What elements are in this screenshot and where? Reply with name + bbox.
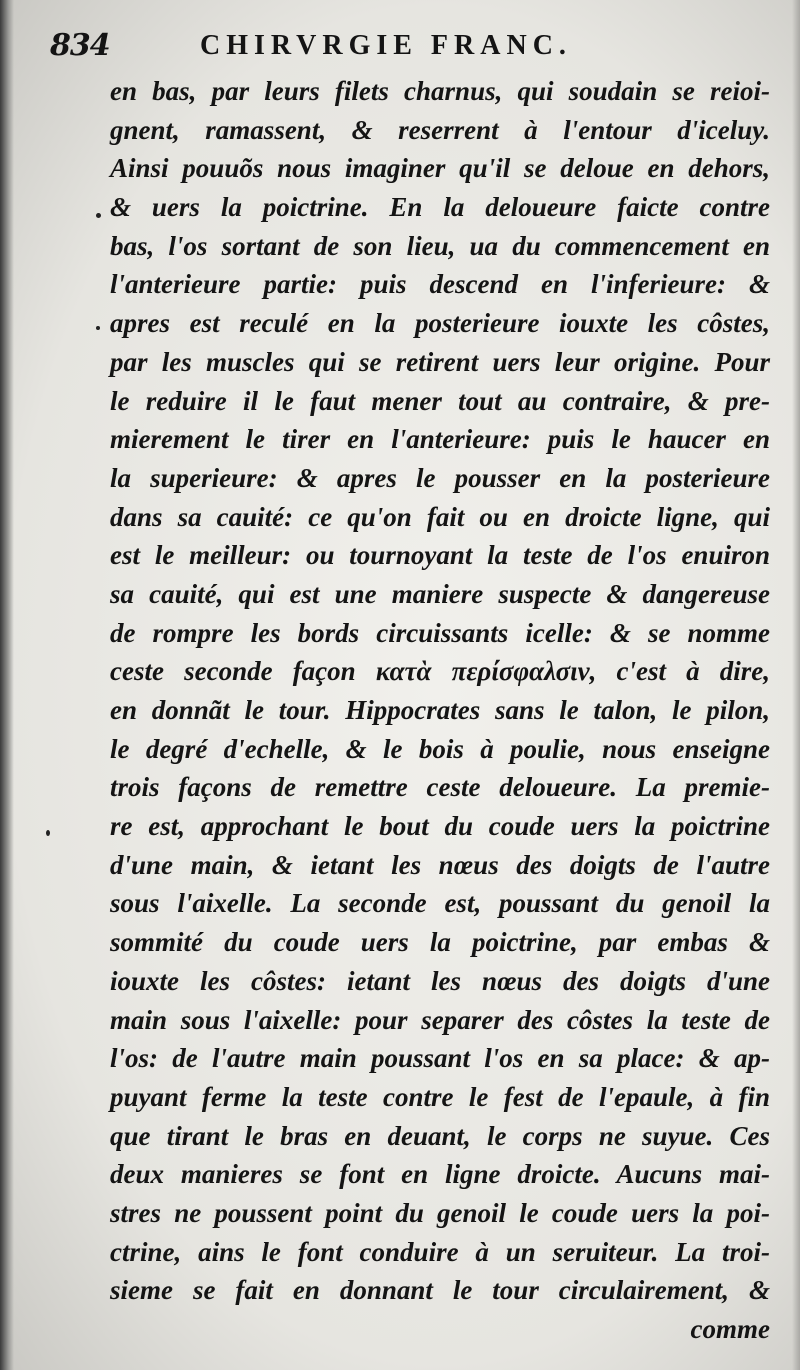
text-line: & uers la poictrine. En la deloueure faicte contre: [110, 192, 770, 223]
text-line: d'une main, & ietant les nœus des doigts de l'autre: [110, 849, 770, 880]
text-line: trois façons de remettre ceste deloueure. La premie-: [110, 772, 770, 803]
text-line: la superieure: & apres le pousser en la posterieure: [110, 462, 770, 493]
page-gutter-shadow: [0, 0, 14, 1370]
text-line: que tirant le bras en deuant, le corps ne suyue. Ces: [110, 1120, 770, 1151]
page-edge-shadow: [792, 0, 800, 1370]
text-line: dans sa cauité: ce qu'on fait ou en droicte ligne, qui: [110, 501, 770, 532]
text-line: deux manieres se font en ligne droicte. Aucuns mai-: [110, 1159, 770, 1190]
text-line: re est, approchant le bout du coude uers la poictrine: [110, 811, 770, 842]
text-line: sommité du coude uers la poictrine, par embas &: [110, 927, 770, 958]
catchword: comme: [690, 1314, 770, 1344]
body-text: [110, 72, 770, 1349]
text-line: en bas, par leurs filets charnus, qui soudain se reioi-: [110, 76, 770, 106]
text-line: puyant ferme la teste contre le fest de l'epaule, à fin: [110, 1081, 770, 1112]
running-title: CHIRVRGIE FRANC.: [200, 30, 572, 61]
text-line: ceste seconde façon κατὰ περίσφαλσιν, c'est à dire,: [110, 656, 770, 687]
text-line: l'os: de l'autre main poussant l'os en sa place: & ap-: [110, 1043, 770, 1074]
ink-speck: [46, 830, 50, 836]
text-line: le degré d'echelle, & le bois à poulie, nous enseigne: [110, 733, 770, 764]
text-line: est le meilleur: ou tournoyant la teste de l'os enuiron: [110, 540, 770, 571]
text-line: en donnãt le tour. Hippocrates sans le talon, le pilon,: [110, 695, 770, 725]
text-line: apres est reculé en la posterieure iouxte les côstes,: [110, 308, 770, 339]
text-line: sous l'aixelle. La seconde est, poussant du genoil la: [110, 888, 770, 919]
text-line: sieme se fait en donnant le tour circulairement, &: [110, 1275, 770, 1306]
page-number: 834: [50, 28, 110, 63]
text-line: ctrine, ains le font conduire à un seruiteur. La troi-: [110, 1236, 770, 1267]
ink-speck: [96, 326, 100, 330]
text-line: mierement le tirer en l'anterieure: puis le haucer en: [110, 424, 770, 455]
text-line: l'anterieure partie: puis descend en l'inferieure: &: [110, 269, 770, 300]
text-line: par les muscles qui se retirent uers leur origine. Pour: [110, 346, 770, 377]
text-line: Ainsi pouuõs nous imaginer qu'il se deloue en dehors,: [110, 153, 770, 184]
ink-speck: [96, 213, 101, 218]
text-line: stres ne poussent point du genoil le coude uers la poi-: [110, 1197, 770, 1228]
text-line: sa cauité, qui est une maniere suspecte & dangereuse: [110, 578, 770, 609]
text-line: iouxte les côstes: ietant les nœus des doigts d'une: [110, 965, 770, 996]
text-line: de rompre les bords circuissants icelle: & se nomme: [110, 617, 770, 648]
text-line: gnent, ramassent, & reserrent à l'entour d'iceluy.: [110, 114, 770, 145]
text-line: le reduire il le faut mener tout au contraire, & pre-: [110, 385, 770, 416]
text-line: main sous l'aixelle: pour separer des côstes la teste de: [110, 1004, 770, 1035]
text-line: bas, l'os sortant de son lieu, ua du commencement en: [110, 230, 770, 261]
page-header: [50, 28, 770, 72]
